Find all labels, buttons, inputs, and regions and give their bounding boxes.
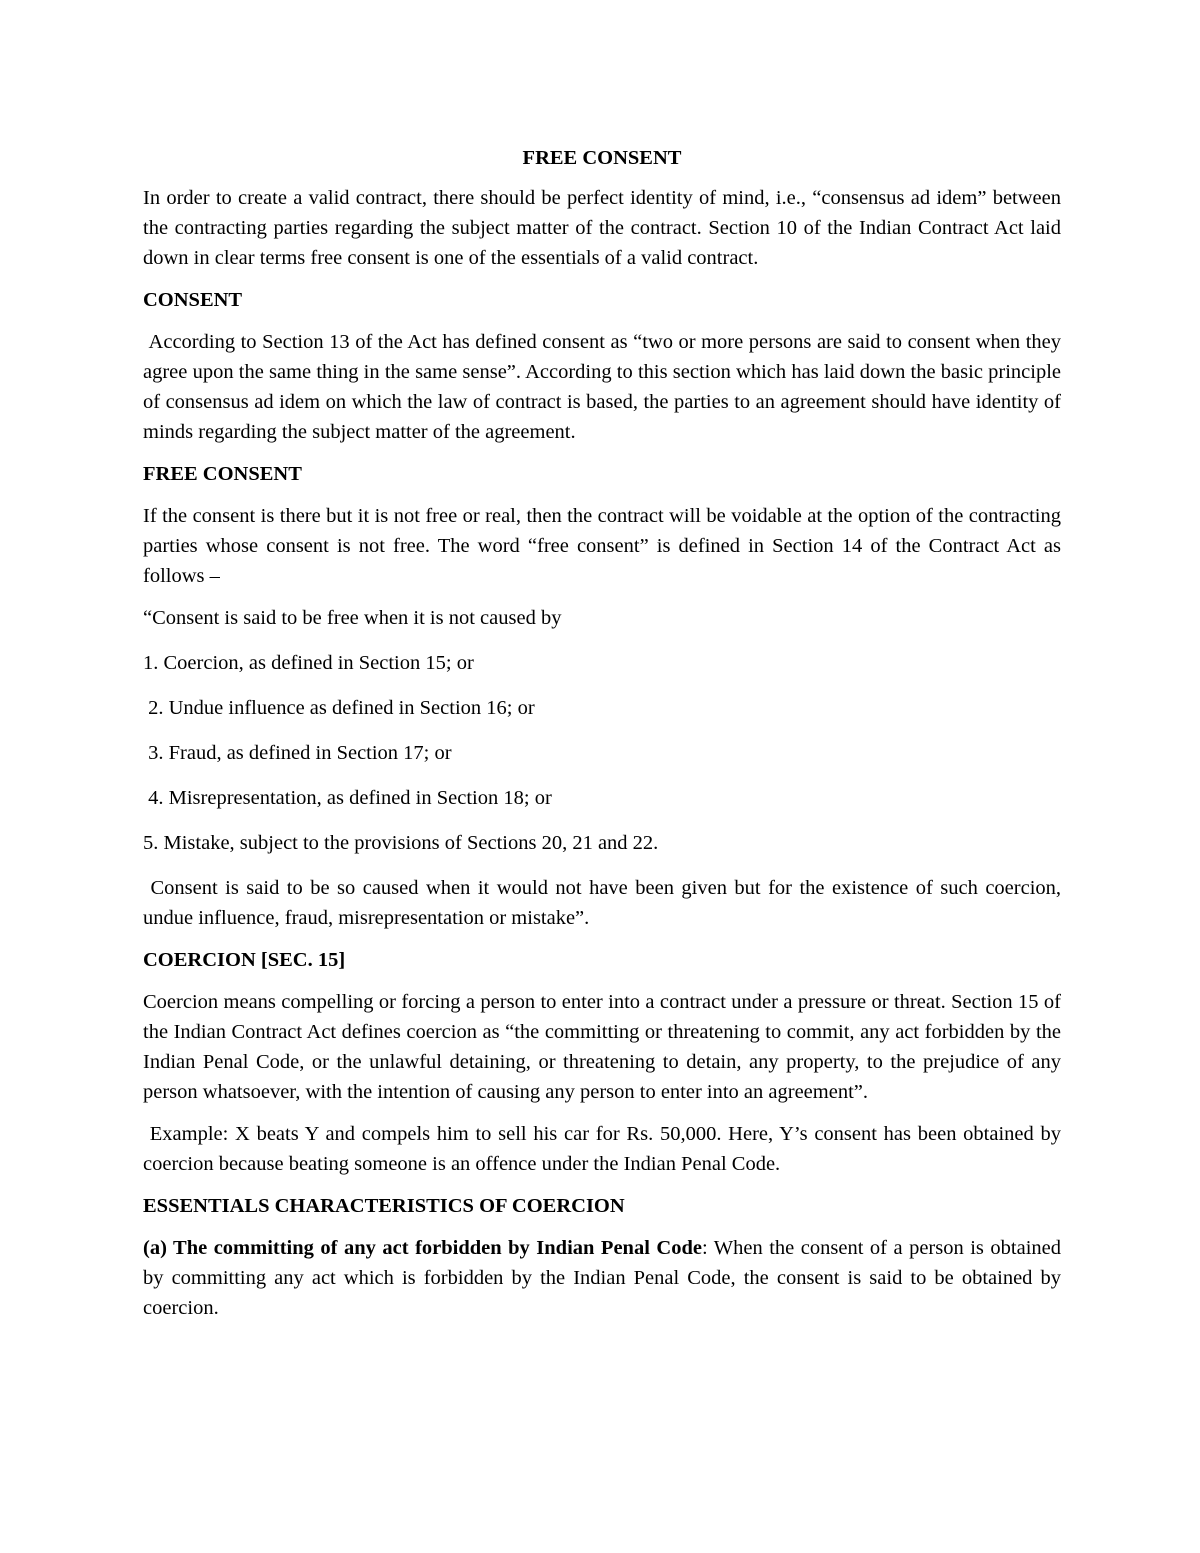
list-item: 3. Fraud, as defined in Section 17; or (143, 742, 452, 764)
essentials-heading: ESSENTIALS CHARACTERISTICS OF COERCION (143, 1195, 625, 1217)
document-title: FREE CONSENT (522, 147, 682, 169)
free-consent-heading: FREE CONSENT (143, 463, 302, 485)
list-item: 2. Undue influence as defined in Section 16; or (143, 697, 535, 719)
list-item: 4. Misrepresentation, as defined in Section 18; or (143, 787, 552, 809)
consent-heading: CONSENT (143, 289, 243, 311)
quote-intro: “Consent is said to be free when it is not caused by (143, 607, 562, 629)
list-item: 5. Mistake, subject to the provisions of Sections 20, 21 and 22. (143, 832, 659, 854)
free-consent-paragraph: If the consent is there but it is not free or real, then the contract will be voidable at the option of the contracting parties whose consent is not free. The word “free consent” is defined in Section 14 of the Contract Act as follows – (143, 505, 1061, 587)
intro-paragraph: In order to create a valid contract, there should be perfect identity of mind, i.e., “consensus ad idem” between the contracting parties regarding the subject matter of the contract. Section 10 of the Indian Contract Act laid down in clear terms free consent is one of the essentials of a valid contract. (143, 187, 1061, 269)
coercion-example-paragraph: Example: X beats Y and compels him to sell his car for Rs. 50,000. Here, Y’s consent has been obtained by coercion because beating someone is an offence under the Indian Penal Code. (143, 1123, 1067, 1175)
essentials-point-a-separator: : (701, 1237, 714, 1259)
coercion-paragraph: Coercion means compelling or forcing a person to enter into a contract under a pressure or threat. Section 15 of the Indian Contract Act defines coercion as “the committing or threatening to commit, any act forbidden by the Indian Penal Code, or the unlawful detaining, or threatening to detain, any property, to the prejudice of any person whatsoever, with the intention of causing any person to enter into an agreement”. (143, 991, 1061, 1103)
list-item: 1. Coercion, as defined in Section 15; or (143, 652, 474, 674)
essentials-point-a-label: (a) The committing of any act forbidden by Indian Penal Code (143, 1237, 702, 1259)
essentials-point-a (143, 1233, 1061, 1323)
consent-paragraph: According to Section 13 of the Act has defined consent as “two or more persons are said to consent when they agree upon the same thing in the same sense”. According to this section which has laid down the basic principle of consensus ad idem on which the law of contract is based, the parties to an agreement should have identity of minds regarding the subject matter of the agreement. (143, 331, 1067, 443)
free-consent-closing-paragraph: Consent is said to be so caused when it would not have been given but for the existence of such coercion, undue influence, fraud, misrepresentation or mistake”. (143, 877, 1067, 929)
coercion-heading: COERCION [SEC. 15] (143, 949, 346, 971)
document-page (143, 143, 1067, 1335)
essentials-point-a-body: When the consent of a person is obtained by committing any act which is forbidden by the Indian Penal Code, the consent is said to be obtained by coercion. (143, 1237, 1061, 1319)
